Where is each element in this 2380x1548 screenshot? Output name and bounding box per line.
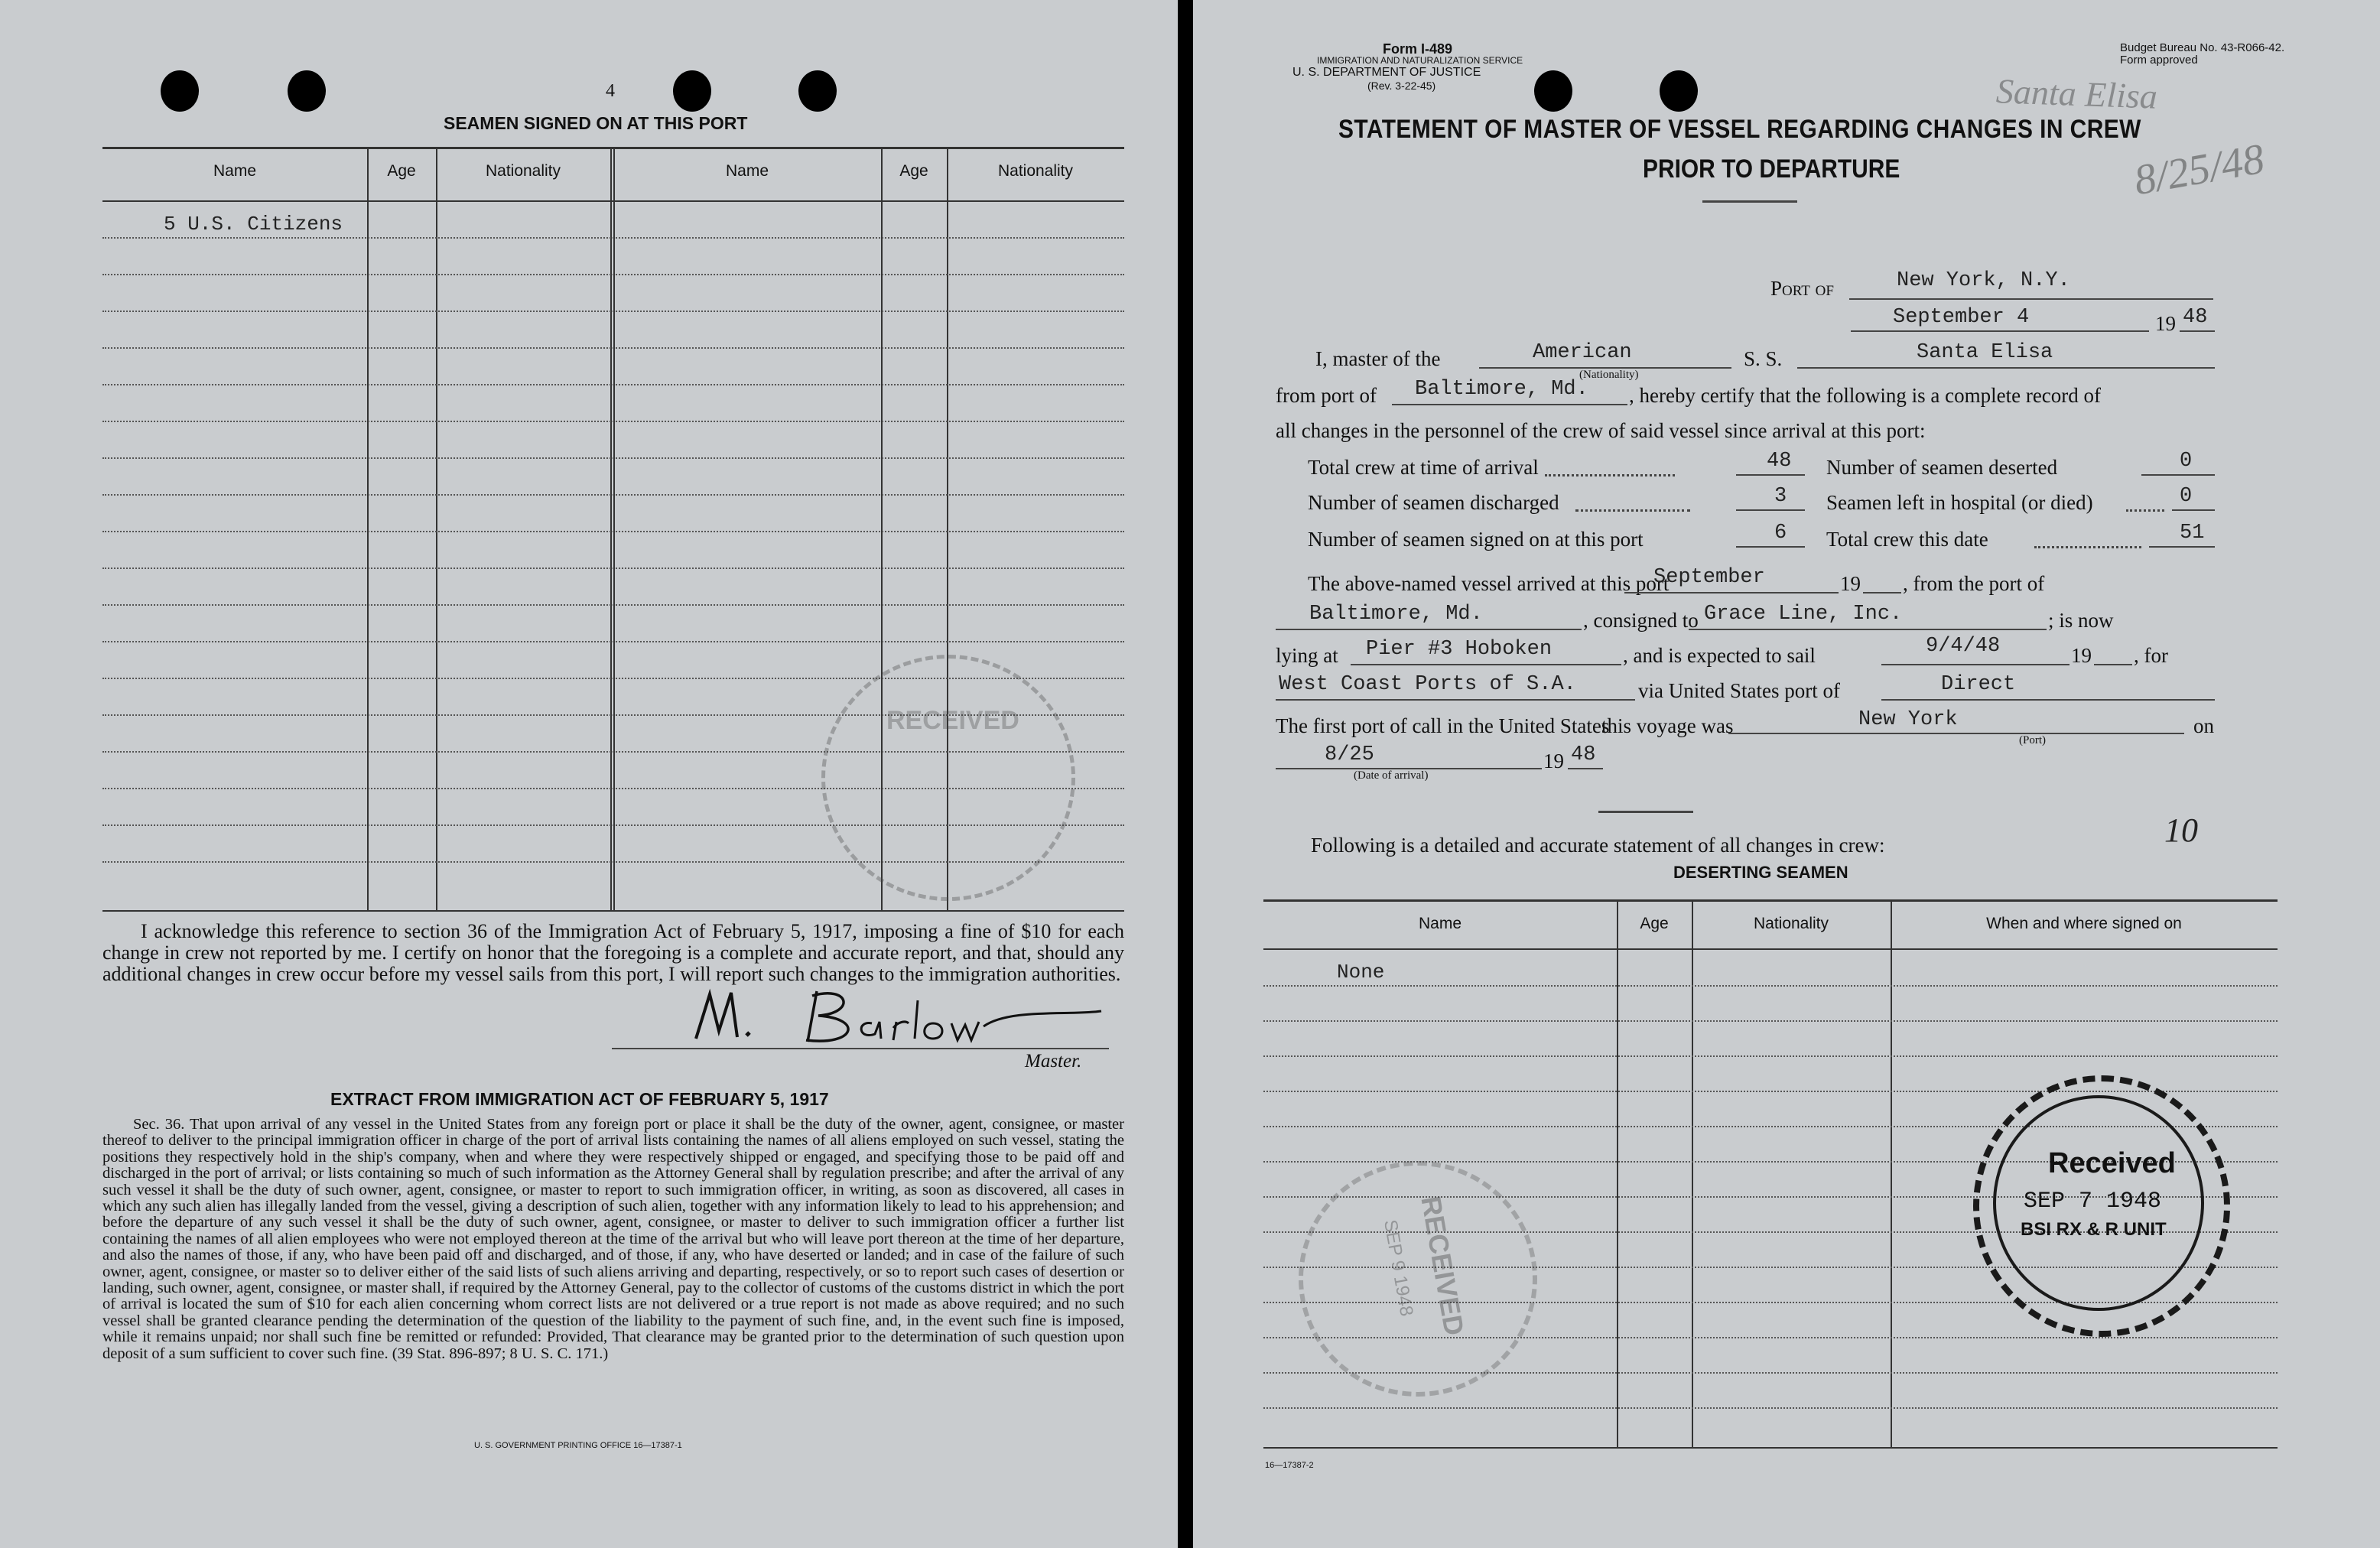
ss-label: S. S.	[1744, 347, 1783, 370]
column-header: Name	[1418, 915, 1462, 932]
now-text: ; is now	[2048, 609, 2114, 632]
signed-on-label: Number of seamen signed on at this port	[1308, 528, 1644, 551]
arrived-text: The above-named vessel arrived at this port	[1308, 572, 1670, 595]
handwritten-date: 8/25/48	[2130, 135, 2268, 205]
punch-hole	[1534, 70, 1572, 112]
arrival-date: 8/25	[1325, 743, 1374, 766]
table-entry: None	[1337, 961, 1385, 984]
budget-bureau: Budget Bureau No. 43-R066-42.	[2120, 41, 2285, 54]
nationality-value: American	[1533, 341, 1632, 364]
port-of-value: New York, N.Y.	[1897, 269, 2070, 292]
first-port-value: New York	[1858, 708, 1958, 731]
deserted-label: Number of seamen deserted	[1826, 456, 2058, 479]
consignee: Grace Line, Inc.	[1704, 603, 1903, 626]
master-of-label: I, master of the	[1315, 347, 1441, 370]
punch-hole	[288, 70, 326, 112]
year-value: 48	[2183, 306, 2208, 329]
column-header: Age	[387, 162, 416, 180]
departure-date: September 4	[1893, 306, 2030, 329]
consigned-text: , consigned to	[1583, 609, 1699, 632]
agency-line-1: IMMIGRATION AND NATURALIZATION SERVICE	[1317, 55, 1523, 66]
punch-hole	[798, 70, 837, 112]
stamp-text: Received	[2048, 1147, 2176, 1179]
date-of-arrival-caption: (Date of arrival)	[1354, 769, 1429, 782]
total-crew-arrival-label: Total crew at time of arrival	[1308, 456, 1539, 479]
nationality-caption: (Nationality)	[1579, 369, 1639, 381]
arrived-year-prefix: 19	[1840, 572, 1861, 595]
hospital-value: 0	[2180, 485, 2193, 508]
from-port-value: Baltimore, Md.	[1415, 378, 1588, 401]
received-stamp	[1973, 1075, 2230, 1337]
stamp-unit: BSI RX & R UNIT	[2021, 1219, 2167, 1240]
table-entry: 5 U.S. Citizens	[164, 213, 343, 236]
form-title-line-1: STATEMENT OF MASTER OF VESSEL REGARDING CHANGES IN CREW	[1338, 115, 2141, 144]
page-number: 4	[606, 81, 615, 101]
printing-office: U. S. GOVERNMENT PRINTING OFFICE 16—17387-1	[474, 1441, 682, 1450]
punch-hole	[673, 70, 711, 112]
deserting-title: DESERTING SEAMEN	[1673, 863, 1848, 882]
on-text: on	[2193, 714, 2214, 737]
total-crew-date-label: Total crew this date	[1826, 528, 1988, 551]
discharged-label: Number of seamen discharged	[1308, 491, 1559, 514]
punch-hole	[1660, 70, 1698, 112]
expected-text: , and is expected to sail	[1623, 644, 1816, 667]
form-approved: Form approved	[2120, 54, 2198, 67]
acknowledgment-text: I acknowledge this reference to section 36 of the Immigration Act of February 5, 1917, imposing a fine of $10 for each change in crew not reported by me. I certify on honor that the foregoing is a complete and accurate report, and that, should any additional changes in crew occur before my vessel sails from this port, I will report such changes to the immigration authorities.	[102, 920, 1124, 985]
column-header: Name	[725, 162, 769, 180]
stamp-date: SEP 7 1948	[2024, 1189, 2162, 1215]
stamp-date: SEP 9 1948	[1379, 1218, 1417, 1319]
column-header: Age	[1640, 915, 1669, 932]
voyage-text: this voyage was	[1601, 714, 1734, 737]
extract-text: Sec. 36. That upon arrival of any vessel in the United States from any foreign port or place it shall be the duty of the owner, agent, consignee, or master thereof to deliver to the principal immigration officer in charge of the port of arrival lists containing the names of all aliens employed on such vessel, stating the positions they respectively hold in the ship's company, when and where they were respectively shipped or engaged, and specifying those to be paid off and discharged in the port of arrival; or lists containing so much of such information as the Attorney General shall by regulation prescribe; and after the arrival of any such vessel it shall be the duty of such owner, agent, consignee, or master to report to such immigration officer, in writing, as soon as discovered, all cases in which any such alien has illegally landed from the vessel, giving a description of such alien, together with any information likely to lead to his apprehension; and before the departure of any such vessel it shall be the duty of such owner, agent, consignee, or master to deliver to such immigration officer a further list containing the names of all alien employees who were not employed thereon at the time of the arrival but who will leave port thereon at the time of her departure, and also the names of those, if any, who have been paid off and discharged, and of those, if any, who have deserted or landed; and in case of the failure of such owner, agent, consignee, or master so to deliver either of the said lists of such aliens arriving and departing, respectively, or so to report such cases of desertion or landing, such owner, agent, consignee, or master shall, if required by the Attorney General, pay to the collector of customs of the customs district in which the port of arrival is located the sum of $10 for each alien concerning whom correct lists are not delivered or a true report is not made as above required; and no such vessel shall be granted clearance pending the determination of the question of the liability to the payment of such fine, and, in the event such fine is imposed, while it remains unpaid; nor shall such fine be remitted or refunded: Provided, That clearance may be granted prior to the determination of such question upon deposit of a sum sufficient to cover such fine. (39 Stat. 896-897; 8 U. S. C. 171.)	[102, 1116, 1124, 1362]
discharged-value: 3	[1774, 485, 1787, 508]
sail-year-prefix: 19	[2071, 644, 2092, 667]
port-of-label: Port of	[1770, 277, 1834, 300]
stamp-text: RECEIVED	[1415, 1193, 1471, 1338]
deserted-value: 0	[2180, 450, 2193, 473]
following-text: Following is a detailed and accurate statement of all changes in crew:	[1311, 834, 1885, 857]
changes-text: all changes in the personnel of the crew of said vessel since arrival at this port:	[1276, 419, 1926, 442]
handwritten-ship-name: Santa Elisa	[1995, 71, 2158, 116]
port-caption: (Port)	[2019, 734, 2046, 746]
form-number: Form I-489	[1383, 41, 1453, 57]
punch-hole	[161, 70, 199, 112]
extract-title: EXTRACT FROM IMMIGRATION ACT OF FEBRUARY 5, 1917	[330, 1089, 829, 1109]
lying-at-text: lying at	[1276, 644, 1338, 667]
right-form-page	[1193, 0, 2380, 1548]
year-prefix: 19	[2155, 312, 2176, 335]
column-header: Nationality	[997, 162, 1074, 180]
first-port-text: The first port of call in the United States	[1276, 714, 1610, 737]
signature-graphic	[612, 977, 1124, 1051]
stamp-text: RECEIVED	[886, 706, 1019, 735]
total-crew-date-value: 51	[2180, 522, 2205, 545]
arrival-year-prefix: 19	[1543, 750, 1564, 772]
column-header: Name	[213, 162, 257, 180]
from-port-label: from port of	[1276, 384, 1377, 407]
column-header: Nationality	[1753, 915, 1829, 932]
revision-date: (Rev. 3-22-45)	[1367, 80, 1436, 92]
arrived-from-text: , from the port of	[1903, 572, 2045, 595]
arrived-month: September	[1653, 566, 1765, 589]
left-form-page	[0, 0, 1178, 1548]
column-header: Nationality	[485, 162, 561, 180]
sail-date: 9/4/48	[1926, 635, 2001, 658]
handwritten-count: 10	[2164, 811, 2198, 849]
column-header: Age	[899, 162, 928, 180]
arrived-from-port: Baltimore, Md.	[1309, 603, 1483, 626]
agency-line-2: U. S. DEPARTMENT OF JUSTICE	[1292, 66, 1481, 79]
via-port: Direct	[1941, 673, 2016, 696]
column-header: When and where signed on	[1986, 915, 2182, 932]
received-stamp	[821, 655, 1075, 901]
certify-text: , hereby certify that the following is a complete record of	[1629, 384, 2102, 407]
total-crew-arrival-value: 48	[1767, 450, 1792, 473]
form-title-line-2: PRIOR TO DEPARTURE	[1643, 154, 1900, 184]
master-signature	[612, 977, 1124, 1051]
arrival-year: 48	[1571, 743, 1596, 766]
destination: West Coast Ports of S.A.	[1279, 673, 1576, 696]
signed-on-title: SEAMEN SIGNED ON AT THIS PORT	[444, 113, 748, 133]
vessel-name: Santa Elisa	[1917, 341, 2053, 364]
footer-code: 16—17387-2	[1265, 1461, 1314, 1470]
lying-at-value: Pier #3 Hoboken	[1366, 638, 1553, 661]
for-text: , for	[2134, 644, 2168, 667]
via-text: via United States port of	[1638, 679, 1840, 702]
master-label: Master.	[1025, 1051, 1082, 1072]
received-stamp-faint	[1299, 1161, 1537, 1397]
signed-on-value: 6	[1774, 522, 1787, 545]
hospital-label: Seamen left in hospital (or died)	[1826, 491, 2093, 514]
